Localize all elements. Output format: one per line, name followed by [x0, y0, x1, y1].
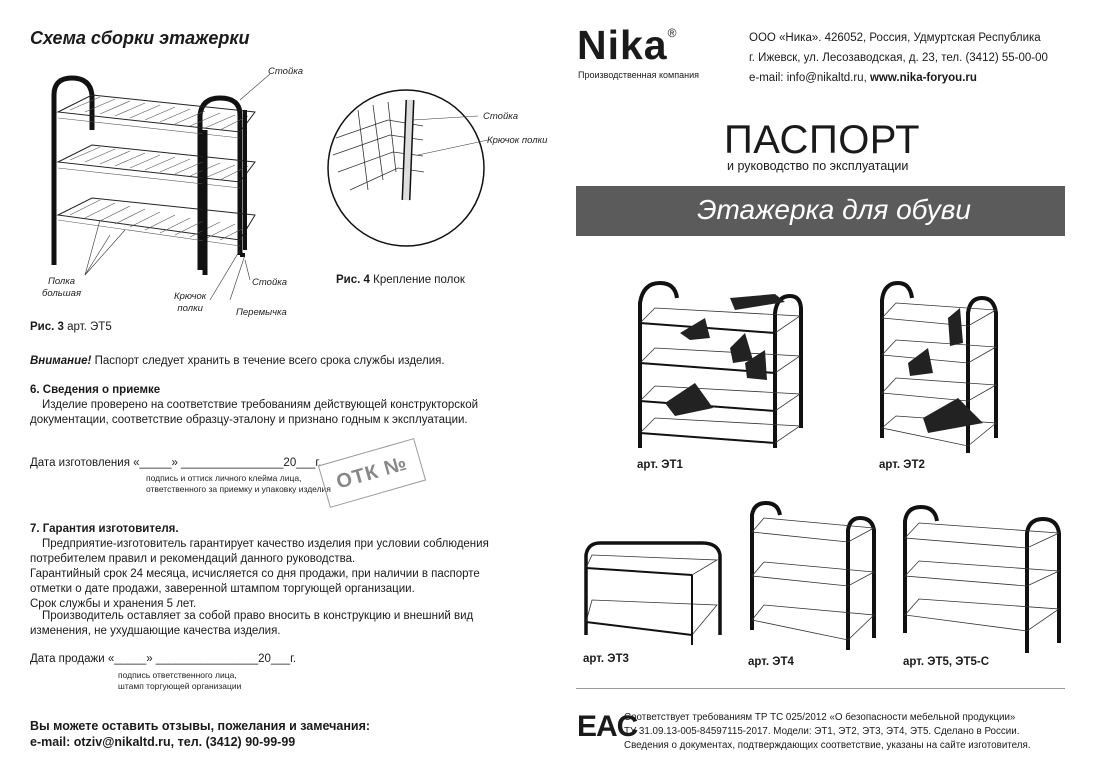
manufacture-date-line: Дата изготовления «_____» ________________20___г.	[30, 457, 322, 469]
product-et2-label: арт. ЭТ2	[879, 459, 925, 471]
fig4-shelf-mount-drawing	[328, 80, 488, 260]
product-et4-image	[748, 500, 880, 660]
compliance-line1: Соответствует требованиям ТР ТС 025/2012 «О безопасности мебельной продукции»	[624, 712, 1016, 723]
company-line3: e-mail: info@nikaltd.ru, www.nika-foryou.ru	[749, 72, 977, 84]
manufacture-note1: подпись и оттиск личного клейма лица,	[146, 473, 302, 483]
sale-note2: штамп торгующей организации	[118, 681, 242, 691]
section7-line3: Гарантийный срок 24 месяца, исчисляется со дня продажи, при наличии в паспорте	[30, 568, 480, 580]
product-et4-label: арт. ЭТ4	[748, 656, 794, 668]
product-et3-image	[582, 540, 724, 650]
sale-note1: подпись ответственного лица,	[118, 670, 237, 680]
footer-divider	[576, 688, 1065, 689]
product-et5-label: арт. ЭТ5, ЭТ5-С	[903, 656, 990, 668]
section6-line1: Изделие проверено на соответствие требованиям действующей конструкторской	[42, 399, 479, 411]
fig3-label-kryuchok: Крючок полки	[174, 291, 207, 314]
fig3-label-peremychka: Перемычка	[236, 307, 287, 318]
assembly-heading: Схема сборки этажерки	[30, 28, 250, 48]
section7-line4: отметки о дате продажи, заверенной штампом торгующей организации.	[30, 583, 415, 595]
company-line1: ООО «Ника». 426052, Россия, Удмуртская Республика	[749, 32, 1041, 44]
product-et3-label: арт. ЭТ3	[583, 653, 629, 665]
fig4-caption: Рис. 4 Крепление полок	[336, 274, 465, 286]
compliance-line2: ТУ 31.09.13-005-84597115-2017. Модели: ЭТ1, ЭТ2, ЭТ3, ЭТ4, ЭТ5. Сделано в России.	[624, 726, 1020, 737]
logo-subtitle: Производственная компания	[578, 70, 699, 80]
compliance-text	[624, 711, 1031, 753]
section7-line5: Срок службы и хранения 5 лет.	[30, 598, 197, 610]
product-et1-label: арт. ЭТ1	[637, 459, 683, 471]
fig4-label-kryuchok: Крючок полки	[487, 135, 548, 146]
attention-note: Внимание! Паспорт следует хранить в течение всего срока службы изделия.	[30, 355, 445, 367]
eac-mark: EAC	[577, 710, 638, 743]
sale-date-line: Дата продажи «_____» ________________20___г.	[30, 653, 297, 665]
fig3-label-stoika-bottom: Стойка	[252, 277, 288, 288]
section6-title: 6. Сведения о приемке	[30, 384, 161, 396]
manufacture-note2: ответственного за приемку и упаковку изделия	[146, 484, 331, 494]
section7-line1: Предприятие-изготовитель гарантирует качество изделия при условии соблюдения	[42, 538, 489, 550]
section6-line2: документации, соответствие образцу-эталону и признано годным к эксплуатации.	[30, 414, 468, 426]
company-line2: г. Ижевск, ул. Лесозаводская, д. 23, тел. (3412) 55-00-00	[749, 52, 1048, 64]
otk-stamp: ОТК №	[318, 438, 426, 508]
feedback-contact: e-mail: otziv@nikaltd.ru, тел. (3412) 90-99-99	[30, 735, 296, 749]
passport-title: ПАСПОРТ	[724, 118, 921, 162]
product-et5-image	[901, 503, 1066, 663]
fig3-caption: Рис. 3 арт. ЭТ5	[30, 321, 112, 333]
section7-line2: потребителем правил и рекомендаций данного руководства.	[30, 553, 356, 565]
product-et2-image	[878, 278, 1003, 463]
section7-line6: Производитель оставляет за собой право вносить в конструкцию и внешний вид	[42, 610, 474, 622]
passport-subtitle: и руководство по эксплуатации	[727, 159, 909, 173]
product-banner	[576, 186, 1065, 236]
fig3-label-stoika-top: Стойка	[268, 66, 304, 77]
banner-title: Этажерка для обуви	[697, 194, 971, 225]
feedback-title: Вы можете оставить отзывы, пожелания и замечания:	[30, 719, 371, 733]
company-info	[749, 28, 1048, 88]
fig4-label-stoika: Стойка	[483, 111, 519, 122]
nika-logo: Nika®	[577, 22, 677, 68]
fig3-label-polka: Полка большая	[42, 276, 82, 299]
section7-title: 7. Гарантия изготовителя.	[30, 523, 179, 535]
compliance-line3: Сведения о документах, подтверждающих соответствие, указаны на сайте изготовителя.	[624, 740, 1031, 751]
product-et1-image	[635, 278, 805, 453]
section7-line7: изменения, не ухудшающие качества изделия.	[30, 625, 281, 637]
